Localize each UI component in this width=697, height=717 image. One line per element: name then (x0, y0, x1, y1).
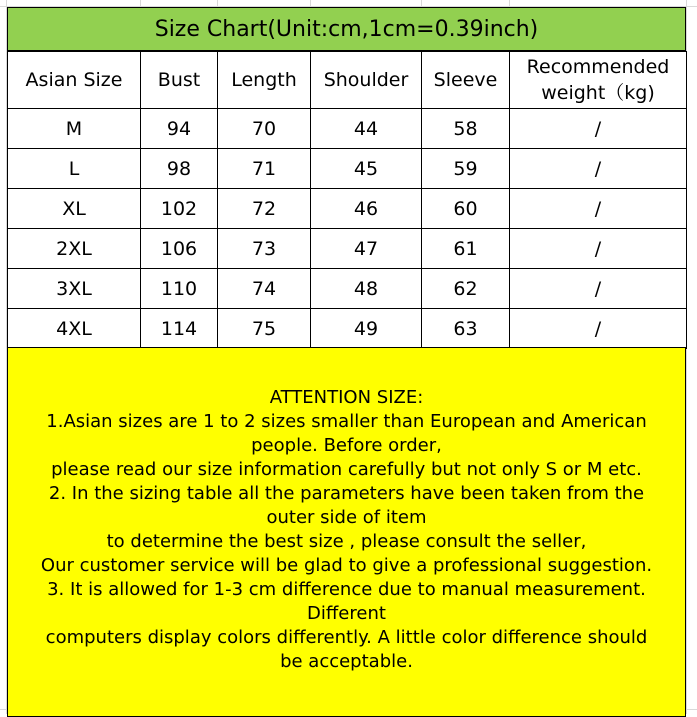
header-row (8, 52, 687, 109)
table-row (8, 309, 687, 349)
cell-size: L (8, 149, 141, 189)
table-row (8, 189, 687, 229)
notice-line: Different (307, 603, 386, 624)
cell-sleeve: 63 (422, 309, 510, 349)
cell-weight: / (510, 189, 687, 229)
notice-line: please read our size information carefully but not only S or M etc. (51, 459, 642, 480)
cell-bust: 98 (141, 149, 218, 189)
notice-line: to determine the best size , please consult the seller, (106, 531, 587, 552)
cell-shoulder: 48 (311, 269, 422, 309)
cell-shoulder: 44 (311, 109, 422, 149)
cell-size: 3XL (8, 269, 141, 309)
chart-title: Size Chart(Unit:cm,1cm=0.39inch) (7, 7, 686, 51)
cell-size: 4XL (8, 309, 141, 349)
cell-sleeve: 61 (422, 229, 510, 269)
col-header-recommended-weight (510, 52, 687, 109)
table-row (8, 269, 687, 309)
cell-shoulder: 49 (311, 309, 422, 349)
table-row (8, 109, 687, 149)
cell-length: 73 (218, 229, 311, 269)
cell-shoulder: 47 (311, 229, 422, 269)
notice-line: 3. It is allowed for 1-3 cm difference due to manual measurement. (47, 579, 646, 600)
cell-bust: 110 (141, 269, 218, 309)
size-table (7, 51, 687, 349)
table-row (8, 229, 687, 269)
cell-bust: 94 (141, 109, 218, 149)
cell-length: 74 (218, 269, 311, 309)
notice-line: be acceptable. (280, 651, 413, 672)
cell-length: 71 (218, 149, 311, 189)
cell-weight: / (510, 109, 687, 149)
cell-weight: / (510, 229, 687, 269)
notice-line: computers display colors differently. A little color difference should (45, 627, 648, 648)
col-header-bust: Bust (141, 52, 218, 109)
cell-sleeve: 60 (422, 189, 510, 229)
cell-weight: / (510, 269, 687, 309)
cell-bust: 106 (141, 229, 218, 269)
cell-sleeve: 58 (422, 109, 510, 149)
cell-shoulder: 46 (311, 189, 422, 229)
col-header-shoulder: Shoulder (311, 52, 422, 109)
cell-weight: / (510, 149, 687, 189)
recommended-label: Recommended (526, 56, 670, 78)
notice-line: 2. In the sizing table all the parameters have been taken from the (48, 483, 645, 504)
weight-label: weight（kg) (541, 82, 655, 104)
cell-shoulder: 45 (311, 149, 422, 189)
notice-line: 1.Asian sizes are 1 to 2 sizes smaller than European and American (46, 411, 647, 432)
attention-notice (7, 347, 686, 717)
col-header-asian-size: Asian Size (8, 52, 141, 109)
cell-bust: 114 (141, 309, 218, 349)
cell-sleeve: 59 (422, 149, 510, 189)
cell-weight: / (510, 309, 687, 349)
notice-line: people. Before order, (251, 435, 442, 456)
notice-line: outer side of item (266, 507, 427, 528)
cell-size: 2XL (8, 229, 141, 269)
col-header-length: Length (218, 52, 311, 109)
notice-heading: ATTENTION SIZE: (269, 387, 424, 408)
cell-size: M (8, 109, 141, 149)
notice-line: Our customer service will be glad to give a professional suggestion. (40, 555, 653, 576)
cell-size: XL (8, 189, 141, 229)
cell-length: 70 (218, 109, 311, 149)
col-header-sleeve: Sleeve (422, 52, 510, 109)
cell-length: 72 (218, 189, 311, 229)
table-row (8, 149, 687, 189)
cell-length: 75 (218, 309, 311, 349)
cell-sleeve: 62 (422, 269, 510, 309)
notice-text (12, 386, 682, 674)
cell-bust: 102 (141, 189, 218, 229)
